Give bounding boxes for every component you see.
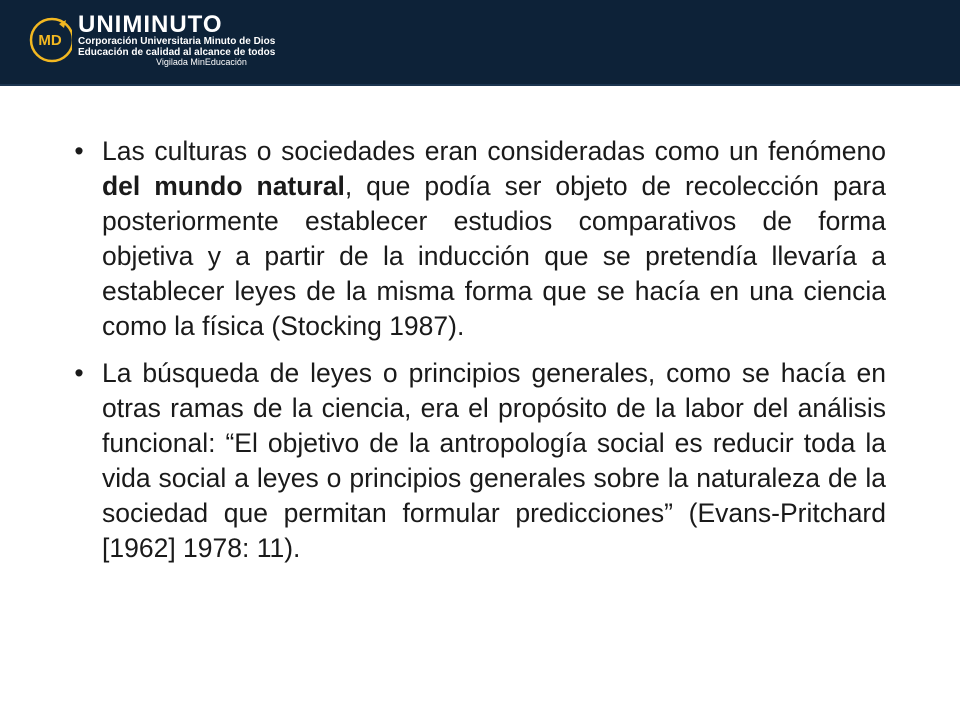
md-logo-icon bbox=[28, 16, 72, 64]
header-bar bbox=[0, 0, 960, 86]
bullet-list bbox=[72, 134, 886, 578]
bullet-1-text-start: Las culturas o sociedades eran consideradas como un fenómeno bbox=[102, 136, 886, 166]
bullet-icon: • bbox=[74, 136, 84, 166]
bullet-1-bold-text: del mundo natural bbox=[102, 171, 345, 201]
bullet-1-text-end: , que podía ser objeto de recolección para posteriormente establecer estudios comparativos de forma objetiva y a partir de la inducción que se pretendía llevaría a establecer leyes de la misma forma que se hacía en una ciencia como la física (Stocking 1987). bbox=[102, 171, 886, 341]
logo-tagline-1: Corporación Universitaria Minuto de Dios bbox=[78, 36, 276, 48]
bullet-item-2 bbox=[72, 356, 886, 566]
logo-mark-letters: MD bbox=[38, 32, 62, 49]
logo-text bbox=[78, 12, 275, 68]
logo-tagline-2: Educación de calidad al alcance de todos bbox=[78, 46, 276, 58]
logo-tagline-3: Vigilada MinEducación bbox=[156, 57, 247, 68]
bullet-2-text: La búsqueda de leyes o principios generales, como se hacía en otras ramas de la ciencia, era el propósito de la labor del análisis funcional: “El objetivo de la antropología social es reducir toda la vida social a leyes o principios generales sobre la naturaleza de la sociedad que permitan formular predicciones” (Evans-Pritchard [1962] 1978: 11). bbox=[102, 358, 886, 563]
uniminuto-logo bbox=[28, 8, 275, 72]
bullet-icon: • bbox=[74, 358, 84, 388]
logo-name: UNIMINUTO bbox=[78, 11, 223, 39]
bullet-item-1 bbox=[72, 134, 886, 344]
